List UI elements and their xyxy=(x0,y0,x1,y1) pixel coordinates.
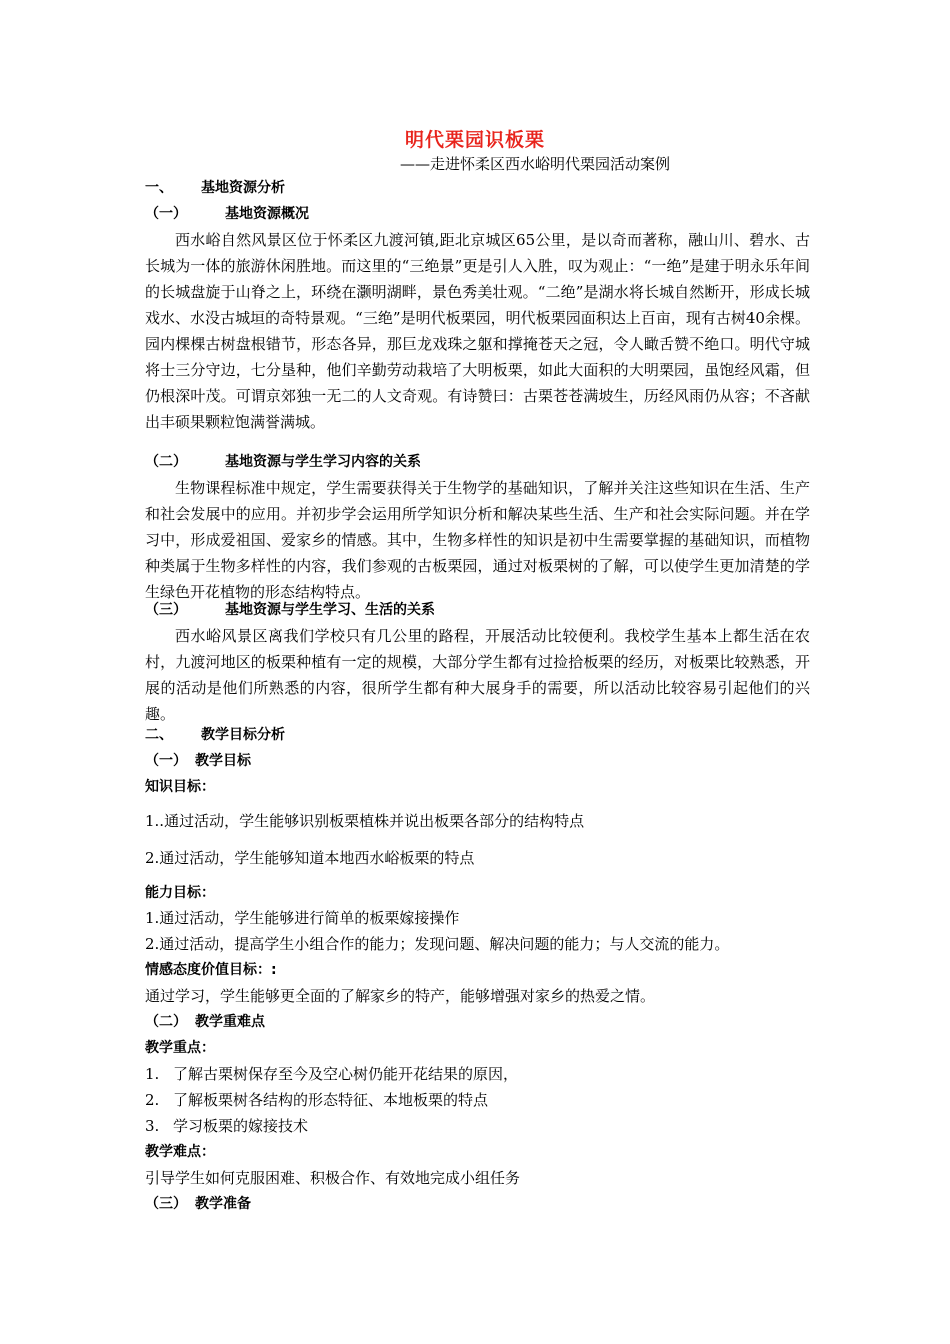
subsection-title: 基地资源与学生学习、生活的关系 xyxy=(225,602,435,618)
paragraph-life-relation: 西水峪风景区离我们学校只有几公里的路程，开展活动比较便利。我校学生基本上都生活在农村，九渡河地区的板栗种植有一定的规模，大部分学生都有过捡拾板栗的经历，对板栗比较熟悉，开展的活动是他们所熟悉的内容，很所学生都有种大展身手的需要，所以活动比较容易引起他们的兴趣。 xyxy=(145,627,810,723)
difficulty-label: 教学难点： xyxy=(145,1144,215,1160)
paragraph-resource-overview: 西水峪自然风景区位于怀柔区九渡河镇,距北京城区65公里，是以奇而著称，融山川、碧水、古长城为一体的旅游休闲胜地。而这里的“三绝景”更是引人入胜，叹为观止：“一绝”是建于明永乐年间的长城盘旋于山脊之上，环绕在灏明湖畔，景色秀美壮观。“二绝”是湖水将长城自然断开，形成长城戏水、水没古城垣的奇特景观。“三绝”是明代板栗园，明代板栗园面积达上百亩，现有古树40余棵。园内棵棵古树盘根错节，形态各异，那巨龙戏珠之躯和撑掩苍天之冠，令人瞰舌赞不绝口。明代守城将士三分守边，七分垦种，他们辛勤劳动栽培了大明板栗，如此大面积的大明栗园，虽饱经风霜，但仍根深叶茂。可谓京郊独一无二的人文奇观。有诗赞曰：古栗苍苍满坡生，历经风雨仍从容；不吝献出丰硕果颗粒饱满誉满城。 xyxy=(145,231,810,431)
subsection-title: 教学重难点 xyxy=(195,1014,265,1030)
key-points-label: 教学重点： xyxy=(145,1040,215,1056)
subsection-number: （二） xyxy=(145,1014,187,1030)
key-point-item xyxy=(145,1113,845,1139)
difficulty-text: 引导学生如何克服困难、积极合作、有效地完成小组任务 xyxy=(145,1169,521,1187)
knowledge-goals-label: 知识目标： xyxy=(145,779,215,795)
page-title: 明代栗园识板栗 xyxy=(404,129,545,151)
section-heading-1 xyxy=(145,175,810,201)
subsection-heading-1-2 xyxy=(145,449,810,475)
ability-goals-label: 能力目标： xyxy=(145,885,215,901)
subsection-number: （二） xyxy=(145,454,187,470)
section-number: 二、 xyxy=(145,727,173,743)
subsection-number: （一） xyxy=(145,206,187,222)
knowledge-goal-item: 1..通过活动，学生能够识别板栗植株并说出板栗各部分的结构特点 xyxy=(145,812,585,830)
subsection-heading-2-2 xyxy=(145,1009,810,1035)
section-number: 一、 xyxy=(145,180,173,196)
key-point-text: 学习板栗的嫁接技术 xyxy=(173,1117,309,1135)
key-point-item xyxy=(145,1061,845,1087)
subsection-number: （一） xyxy=(145,753,187,769)
subsection-title: 教学目标 xyxy=(195,753,251,769)
section-title: 基地资源分析 xyxy=(201,180,285,196)
key-point-text: 了解板栗树各结构的形态特征、本地板栗的特点 xyxy=(173,1091,489,1109)
key-point-number: 1. xyxy=(145,1065,160,1083)
section-title: 教学目标分析 xyxy=(201,727,285,743)
paragraph-learning-relation: 生物课程标准中规定，学生需要获得关于生物学的基础知识，了解并关注这些知识在生活、生产和社会发展中的应用。并初步学会运用所学知识分析和解决某些生活、生产和社会实际问题。并在学习中，形成爱祖国、爱家乡的情感。其中，生物多样性的知识是初中生需要掌握的基础知识，而植物种类属于生物多样性的内容，我们参观的古板栗园，通过对板栗树的了解，可以使学生更加清楚的学生绿色开花植物的形态结构特点。 xyxy=(145,479,810,601)
ability-goal-item: 2.通过活动，提高学生小组合作的能力；发现问题、解决问题的能力；与人交流的能力。 xyxy=(145,935,730,953)
subsection-title: 基地资源概况 xyxy=(225,206,309,222)
subsection-heading-2-3 xyxy=(145,1191,810,1217)
page-subtitle: ——走进怀柔区西水峪明代栗园活动案例 xyxy=(399,155,670,173)
subsection-heading-2-1 xyxy=(145,748,810,774)
knowledge-goal-item: 2.通过活动，学生能够知道本地西水峪板栗的特点 xyxy=(145,849,475,867)
subsection-number: （三） xyxy=(145,602,187,618)
subsection-title: 基地资源与学生学习内容的关系 xyxy=(225,454,421,470)
key-point-item xyxy=(145,1087,845,1113)
subsection-heading-1-3 xyxy=(145,597,810,623)
emotion-goal-text: 通过学习，学生能够更全面的了解家乡的特产，能够增强对家乡的热爱之情。 xyxy=(145,987,656,1005)
emotion-goals-label: 情感态度价值目标：: xyxy=(145,962,277,978)
key-point-number: 2. xyxy=(145,1091,160,1109)
subsection-heading-1-1 xyxy=(145,201,810,227)
subsection-title: 教学准备 xyxy=(195,1196,251,1212)
ability-goal-item: 1.通过活动，学生能够进行简单的板栗嫁接操作 xyxy=(145,909,460,927)
section-heading-2 xyxy=(145,722,810,748)
key-point-number: 3. xyxy=(145,1117,160,1135)
subsection-number: （三） xyxy=(145,1196,187,1212)
key-point-text: 了解古栗树保存至今及空心树仍能开花结果的原因， xyxy=(173,1065,519,1083)
